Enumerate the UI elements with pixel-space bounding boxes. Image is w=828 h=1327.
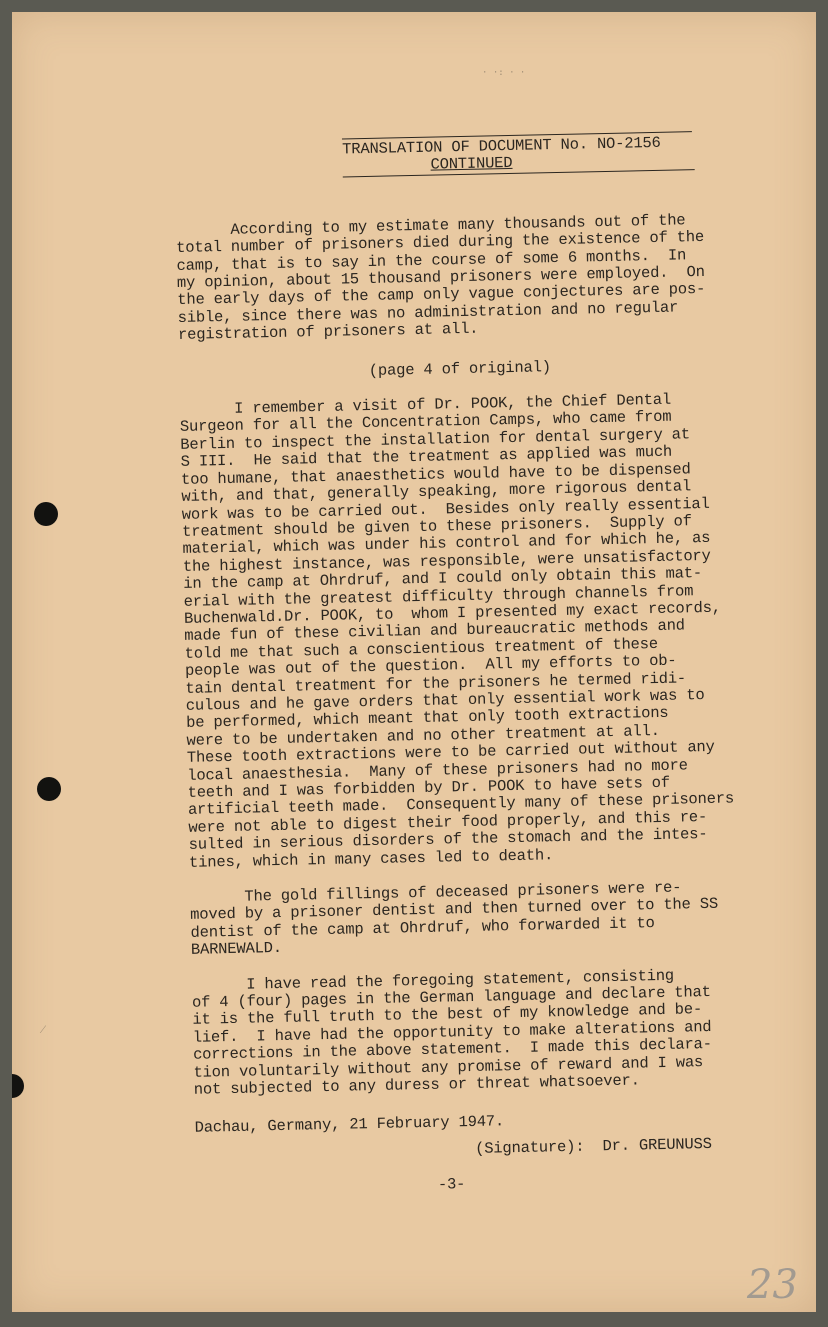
document-title: TRANSLATION OF DOCUMENT No. NO-2156 — [342, 133, 661, 159]
punch-hole-edge — [12, 1074, 24, 1098]
paper-speckle: ⁄ — [42, 1022, 45, 1036]
punch-hole-bottom — [37, 777, 61, 801]
handwritten-folio-number: 23 — [747, 1262, 798, 1308]
document-page — [12, 12, 816, 1312]
paragraph-dr-pook: I remember a visit of Dr. POOK, the Chief Dental Surgeon for all the Concentration Camps, who came from Berlin to inspect the installation for dental surgery at S III. He said that the treatment as applied was much too humane, that anaesthetics would have to be dispensed with, and that, generally speaking, more rigorous dental work was to be carried out. Besides only really essential treatment should be given to these prisoners. Supply of material, which was under his control and for which he, as the highest instance, was responsible, were unsatisfactory in the camp at Ohrdruf, and I could only obtain this mat- erial with the greatest difficulty through channels from Buchenwald.Dr. POOK, to whom I presented my exact records, made fun of these civilian and bureaucratic methods and told me that such a conscientious treatment of these people was out of the question. All my efforts to ob- tain dental treatment for the prisoners he termed ridi- culous and he gave orders that only essential work was to be performed, which meant that only tooth extractions were to be undertaken and no other treatment at all. These tooth extractions were to be carried out without any local anaesthesia. Many of these prisoners had no more teeth and I was forbidden by Dr. POOK to have sets of artificial teeth made. Consequently many of these prisoners were not able to digest their food properly, and this re- sulted in serious disorders of the stomach and the intes- tines, which in many cases led to death. — [179, 390, 735, 872]
document-heading — [342, 131, 703, 177]
paper-speckle: · ·: · · — [482, 68, 526, 78]
page-number: -3- — [437, 1175, 466, 1195]
document-body — [174, 129, 796, 1199]
paragraph-gold-fillings: The gold fillings of deceased prisoners were re- moved by a prisoner dentist and then turned over to the SS dentist of the camp at Ohrdruf, who forwarded it to BARNEWALD. — [189, 878, 719, 960]
punch-hole-top — [34, 502, 58, 526]
page-note: (page 4 of original) — [368, 357, 552, 380]
signature-line: (Signature): Dr. GREUNUSS — [474, 1134, 712, 1158]
paragraph-declaration: I have read the foregoing statement, consisting of 4 (four) pages in the German language and declare that it is the full truth to the best of my knowledge and be- lief. I have had the opportunity to make alterations and corrections in the above statement. I made this declara- tion voluntarily without any promise of reward and I was not subjected to any duress or threat whatsoever. — [191, 966, 712, 1099]
paragraph-estimate: According to my estimate many thousands out of the total number of prisoners died during the existence of the camp, that is to say in the course of some 6 months. In my opinion, about 15 thousand prisoners were employed. On the early days of the camp only vague conjectures are pos- sible, since there was no administration and no regular registration of prisoners at all. — [175, 211, 706, 345]
document-subtitle: CONTINUED — [430, 154, 513, 175]
place-date: Dachau, Germany, 21 February 1947. — [194, 1111, 505, 1137]
